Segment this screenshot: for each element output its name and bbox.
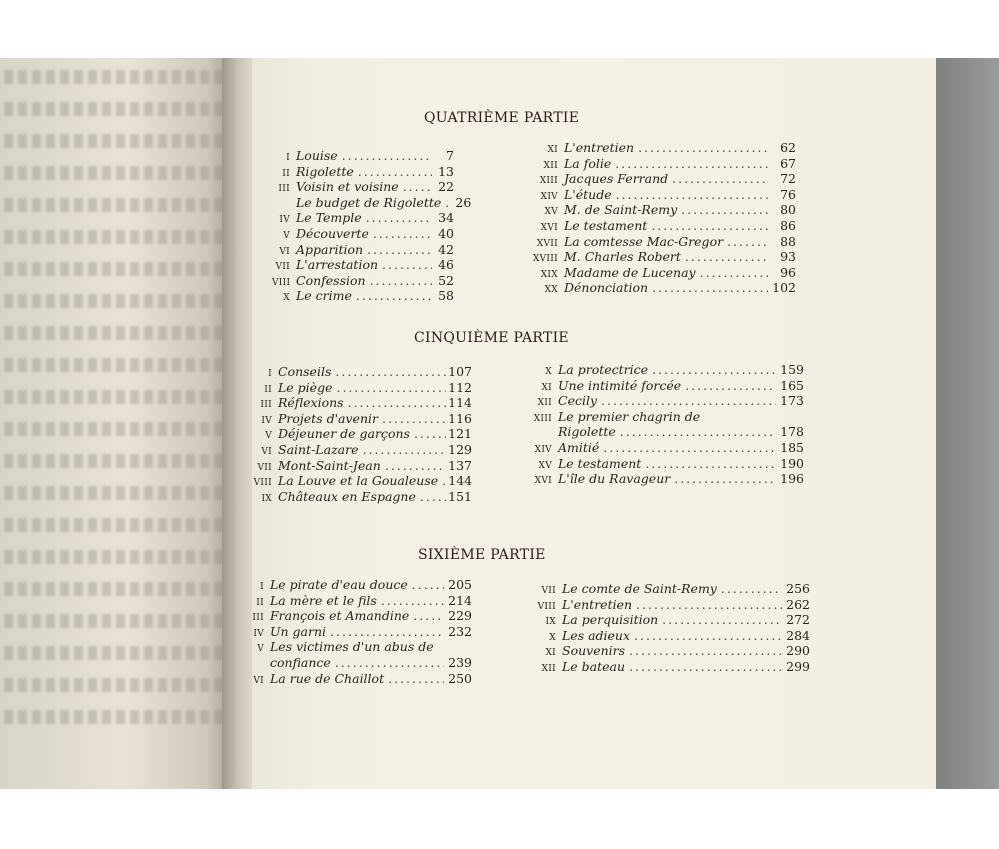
toc-entry (520, 265, 796, 281)
page-number: 107 (448, 364, 472, 379)
chapter-number: XIV (540, 191, 558, 202)
book-photo (0, 58, 999, 789)
chapter-title: confiance (270, 654, 331, 670)
background-surface (936, 58, 999, 789)
page-number: 114 (448, 395, 472, 411)
chapter-number: VI (279, 246, 290, 257)
dot-leader (409, 608, 444, 623)
chapter-title: Réflexions (278, 395, 344, 411)
dot-leader (369, 226, 432, 241)
toc-entry (252, 473, 472, 489)
page-number: 86 (780, 217, 796, 233)
dot-leader (670, 471, 776, 486)
dot-leader (384, 671, 444, 686)
chapter-title: Cecily (558, 393, 598, 409)
dot-leader (723, 234, 768, 249)
toc-entry (508, 612, 810, 628)
toc-entry (520, 393, 804, 409)
chapter-number: X (549, 632, 556, 643)
toc-column (520, 362, 804, 487)
dot-leader (616, 424, 776, 439)
chapter-title: La protectrice (558, 362, 649, 377)
toc-entry (272, 164, 454, 180)
toc-entry (272, 179, 454, 195)
dot-leader (377, 593, 444, 608)
chapter-number: IV (261, 415, 272, 426)
toc-entry (252, 624, 472, 640)
chapter-number: XX (544, 285, 558, 296)
dot-leader (611, 156, 768, 171)
page-number: 96 (780, 264, 796, 280)
dot-leader (332, 380, 446, 395)
dot-leader (378, 411, 446, 426)
chapter-number: V (257, 644, 264, 655)
page-number: 80 (780, 202, 796, 218)
page-number: 272 (786, 612, 810, 628)
chapter-title: Projets d'avenir (278, 410, 378, 426)
dot-leader (658, 612, 782, 627)
toc-entry (508, 659, 810, 675)
toc-entry (272, 242, 454, 258)
chapter-title: Les adieux (562, 627, 631, 643)
page-number: 214 (448, 592, 472, 608)
page-number: 299 (786, 658, 810, 674)
toc-entry (252, 411, 472, 427)
toc-entry (520, 187, 796, 203)
chapter-number: III (278, 184, 290, 195)
toc-entry (508, 581, 810, 597)
part-title: SIXIÈME PARTIE (418, 547, 546, 563)
chapter-title: L'étude (564, 186, 612, 202)
chapter-number: IX (261, 493, 272, 504)
dot-leader (612, 187, 768, 202)
chapter-number: IX (545, 617, 556, 628)
dot-leader (696, 265, 768, 280)
part-title: CINQUIÈME PARTIE (414, 330, 569, 346)
chapter-number: XII (537, 398, 552, 409)
dot-leader (441, 195, 449, 210)
chapter-number: I (268, 369, 272, 379)
dot-leader (352, 288, 432, 303)
chapter-title: La perquisition (562, 612, 659, 628)
page-number: 67 (780, 155, 796, 171)
page-number: 46 (438, 257, 454, 273)
chapter-title: Mont-Saint-Jean (278, 457, 381, 473)
page-number: 121 (448, 426, 472, 442)
chapter-number: XIII (539, 176, 558, 187)
dot-leader (681, 378, 776, 393)
toc-entry (272, 273, 454, 289)
toc-entry (520, 440, 804, 456)
chapter-title: Le testament (564, 217, 648, 233)
dot-leader (634, 140, 768, 155)
chapter-number: XVI (540, 222, 558, 233)
toc-entry (520, 249, 796, 265)
dot-leader (326, 624, 444, 639)
chapter-title: Confession (296, 272, 366, 288)
toc-column (508, 581, 810, 675)
dot-leader (647, 218, 768, 233)
toc-entry (520, 156, 796, 172)
toc-entry (520, 362, 804, 378)
dot-leader (668, 171, 768, 186)
chapter-title: Apparition (296, 241, 364, 257)
page-number: 112 (448, 379, 472, 395)
chapter-title: Les victimes d'un abus de (270, 639, 434, 655)
chapter-title: Châteaux en Espagne (278, 488, 416, 504)
page-number: 76 (780, 186, 796, 202)
toc-entry (520, 378, 804, 394)
toc-column (252, 364, 472, 504)
toc-entry (520, 234, 796, 250)
toc-entry (252, 639, 472, 655)
chapter-title: L'entretien (564, 140, 635, 155)
chapter-title: Jacques Ferrand (564, 171, 669, 187)
page-number: 229 (448, 608, 472, 624)
toc-entry (272, 226, 454, 242)
dot-leader (399, 179, 432, 194)
dot-leader (648, 280, 768, 295)
chapter-title: Le pirate d'eau douce (270, 577, 408, 592)
page-number: 173 (780, 393, 804, 409)
page-number: 7 (446, 148, 454, 163)
toc-entry (252, 458, 472, 474)
chapter-title: Louise (296, 148, 338, 163)
chapter-number: XI (541, 382, 552, 393)
chapter-title: La Louve et la Goualeuse (278, 473, 439, 489)
chapter-title: Le bateau (562, 658, 626, 674)
chapter-title: Déjeuner de garçons (278, 426, 410, 442)
chapter-number: XVIII (532, 254, 558, 265)
chapter-title: L'île du Ravageur (558, 471, 671, 487)
toc-entry (272, 210, 454, 226)
chapter-title: L'entretien (562, 596, 633, 612)
page-number: 137 (448, 457, 472, 473)
page-number: 262 (786, 596, 810, 612)
toc-entry (252, 593, 472, 609)
chapter-number: XIX (540, 269, 558, 280)
page-number: 250 (448, 670, 472, 686)
page-number: 13 (438, 163, 454, 179)
chapter-title: Rigolette (296, 163, 354, 179)
page-number: 22 (438, 179, 454, 195)
dot-leader (438, 473, 446, 488)
dot-leader (625, 643, 782, 658)
dot-leader (381, 458, 446, 473)
dot-leader (362, 210, 432, 225)
dot-leader (378, 257, 432, 272)
dot-leader (597, 393, 776, 408)
chapter-title: M. Charles Robert (564, 249, 681, 265)
toc-column (520, 140, 796, 296)
toc-entry (520, 456, 804, 472)
chapter-title: L'arrestation (296, 257, 379, 273)
chapter-number: XV (538, 460, 552, 471)
page-number: 178 (780, 424, 804, 440)
toc-entry (252, 380, 472, 396)
chapter-number: IV (279, 215, 290, 226)
left-page (0, 58, 230, 789)
chapter-number: IV (253, 628, 264, 639)
chapter-title: Souvenirs (562, 643, 626, 659)
chapter-number: XVI (534, 476, 552, 487)
toc-column (272, 148, 472, 304)
toc-entry (520, 280, 796, 296)
page-number: 26 (455, 194, 472, 210)
toc-entry (252, 395, 472, 411)
page-number: 151 (448, 488, 472, 504)
dot-leader (331, 364, 446, 379)
page-number: 185 (780, 439, 804, 455)
chapter-title: Madame de Lucenay (564, 264, 696, 280)
chapter-title: Le piège (278, 379, 333, 395)
dot-leader (416, 489, 446, 504)
chapter-number: I (260, 582, 264, 592)
chapter-title: La comtesse Mac-Gregor (564, 233, 724, 249)
toc-entry (508, 628, 810, 644)
page-number: 93 (780, 249, 796, 265)
dot-leader (677, 202, 768, 217)
chapter-title: La mère et le fils (270, 592, 377, 608)
dot-leader (410, 426, 446, 441)
chapter-title: La folie (564, 155, 612, 171)
chapter-title: Rigolette (558, 424, 616, 440)
chapter-title: Le crime (296, 288, 352, 304)
chapter-title: Le comte de Saint-Remy (562, 581, 717, 596)
dot-leader (630, 628, 782, 643)
dot-leader (681, 249, 768, 264)
dot-leader (641, 456, 776, 471)
chapter-title: Le budget de Rigolette (296, 194, 442, 210)
chapter-number: I (286, 153, 290, 163)
page-number: 144 (448, 473, 473, 489)
dot-leader (344, 395, 446, 410)
chapter-title: Conseils (278, 364, 332, 379)
chapter-number: II (256, 597, 264, 608)
chapter-number: XV (544, 207, 558, 218)
page-number: 42 (438, 241, 454, 257)
dot-leader (366, 273, 432, 288)
page-number: 102 (772, 280, 796, 296)
toc-entry (272, 194, 472, 211)
chapter-title: M. de Saint-Remy (564, 202, 678, 218)
page-number: 205 (448, 577, 472, 592)
dot-leader (331, 655, 444, 670)
chapter-number: VII (275, 262, 290, 273)
chapter-number: XVII (536, 238, 558, 249)
toc-column (252, 577, 472, 686)
page-number: 129 (448, 441, 472, 457)
chapter-title: Un garni (270, 623, 327, 639)
page-number: 196 (780, 471, 804, 487)
chapter-number: VI (261, 446, 272, 457)
page-number: 58 (438, 288, 454, 304)
chapter-number: VIII (253, 478, 272, 489)
page-number: 159 (780, 362, 804, 377)
chapter-number: II (282, 168, 290, 179)
toc-entry (252, 364, 472, 380)
chapter-number: VII (257, 462, 272, 473)
page-number: 232 (448, 623, 472, 639)
toc-entry (520, 424, 804, 440)
dot-leader (363, 242, 432, 257)
chapter-title: Saint-Lazare (278, 441, 359, 457)
page-number: 88 (780, 233, 796, 249)
chapter-title: Une intimité forcée (558, 377, 682, 393)
toc-entry (272, 257, 454, 273)
chapter-number: VII (541, 586, 556, 596)
page-number: 62 (780, 140, 796, 155)
toc-entry (252, 608, 472, 624)
chapter-number: V (265, 431, 272, 442)
toc-entry (252, 426, 472, 442)
toc-entry (272, 148, 454, 164)
chapter-number: V (283, 230, 290, 241)
toc-entry (520, 218, 796, 234)
toc-entry (520, 409, 804, 425)
dot-leader (632, 597, 782, 612)
dot-leader (599, 440, 776, 455)
toc-entry (508, 597, 810, 613)
toc-entry (252, 671, 472, 687)
chapter-title: Le premier chagrin de (558, 408, 701, 424)
chapter-number: XI (545, 648, 556, 659)
part-title: QUATRIÈME PARTIE (424, 110, 580, 126)
page-number: 116 (448, 410, 472, 426)
page-number: 290 (786, 643, 810, 659)
dot-leader (408, 577, 444, 592)
toc-entry (520, 140, 796, 156)
chapter-number: VI (253, 675, 264, 686)
dot-leader (354, 164, 432, 179)
chapter-number: III (260, 400, 272, 411)
chapter-number: VIII (537, 601, 556, 612)
chapter-title: Amitié (558, 439, 600, 455)
toc-entry (252, 577, 472, 593)
chapter-number: XII (543, 160, 558, 171)
toc-entry (272, 288, 454, 304)
page-number: 165 (780, 377, 804, 393)
chapter-title: Voisin et voisine (296, 179, 399, 195)
toc-entry (520, 171, 796, 187)
chapter-title: Dénonciation (564, 280, 649, 296)
toc-entry (252, 655, 472, 671)
chapter-number: VIII (272, 277, 291, 288)
page-number: 239 (448, 654, 472, 670)
page-number: 52 (438, 272, 454, 288)
dot-leader (625, 659, 782, 674)
page-number: 190 (780, 455, 804, 471)
page-number: 72 (780, 171, 796, 187)
chapter-title: Le testament (558, 455, 642, 471)
chapter-title: Le Temple (296, 210, 362, 226)
chapter-number: X (283, 293, 290, 304)
toc-entry (252, 489, 472, 505)
dot-leader (338, 148, 432, 163)
toc-entry (520, 202, 796, 218)
page-number: 256 (786, 581, 810, 596)
page-number: 40 (438, 225, 454, 241)
page-number: 284 (786, 627, 810, 643)
toc-entry (508, 643, 810, 659)
chapter-number: X (545, 367, 552, 377)
chapter-number: III (252, 613, 264, 624)
chapter-number: XIV (534, 444, 552, 455)
chapter-number: XIII (533, 413, 552, 424)
chapter-number: XII (541, 663, 556, 674)
chapter-title: François et Amandine (270, 608, 410, 624)
toc-entry (252, 442, 472, 458)
chapter-number: II (264, 384, 272, 395)
chapter-title: La rue de Chaillot (270, 670, 385, 686)
dot-leader (717, 581, 782, 596)
chapter-number: XI (547, 145, 558, 155)
chapter-title: Découverte (296, 225, 369, 241)
page-number: 34 (438, 210, 454, 226)
dot-leader (648, 362, 776, 377)
toc-entry (520, 471, 804, 487)
dot-leader (358, 442, 446, 457)
